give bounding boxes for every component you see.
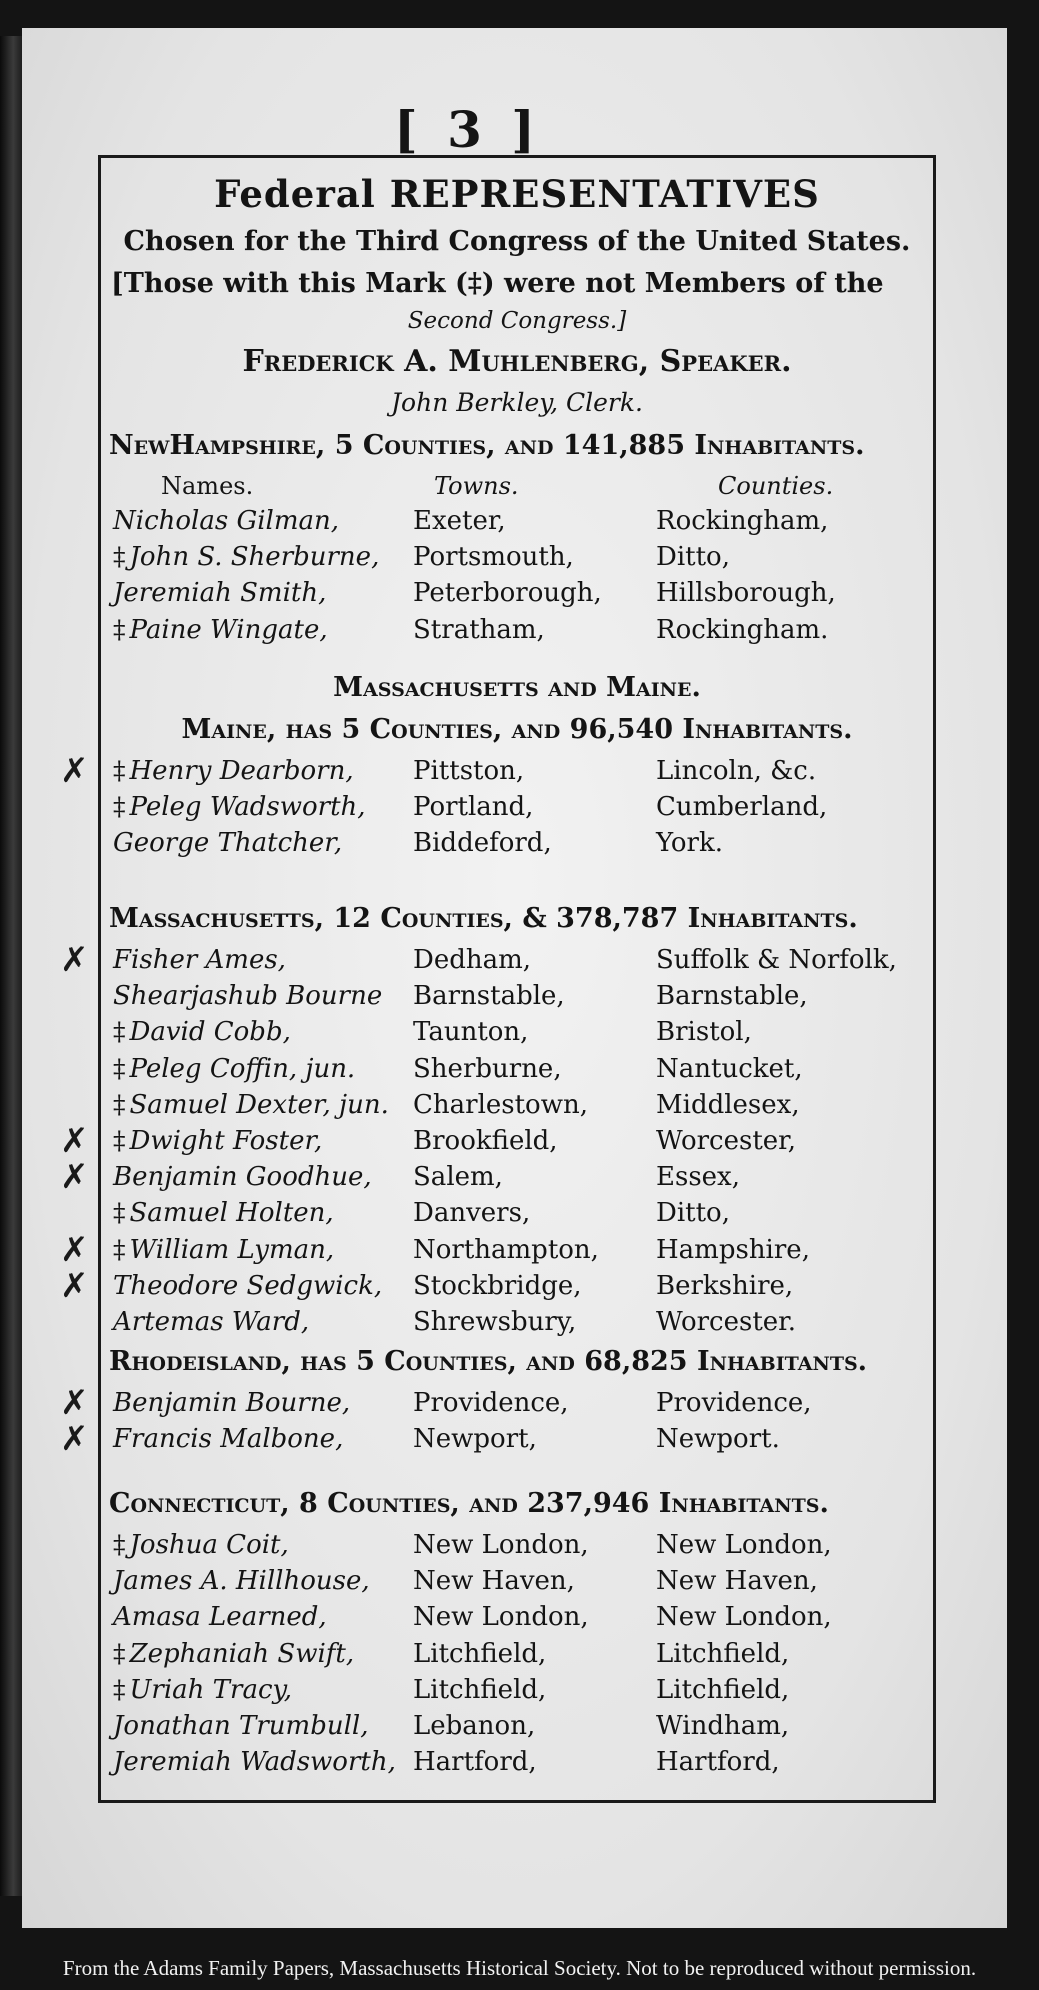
representative-county: Berkshire, [656,1270,794,1301]
representative-name [113,1271,382,1301]
representative-county: Barnstable, [656,981,808,1012]
representative-town: Hartford, [413,1747,537,1778]
representative-county: Litchfield, [656,1674,790,1705]
representative-town: Taunton, [413,1017,529,1048]
mark-note-line-2: Second Congress.] [407,308,627,334]
representative-town: Litchfield, [413,1638,547,1669]
representative-name-text: Fisher Ames, [113,945,286,975]
representative-name [113,1162,372,1192]
representative-name [113,1126,322,1156]
handwritten-x-mark: ✗ [60,1229,89,1270]
representative-name [113,945,286,975]
representative-name-text: Dwight Foster, [129,1126,323,1156]
representative-name-text: Theodore Sedgwick, [113,1270,383,1301]
speaker-line: Frederick A. Muhlenberg, Speaker. [242,344,792,379]
handwritten-x-mark: ✗ [60,1383,89,1423]
representative-county: Newport. [656,1424,780,1455]
representative-county: Lincoln, &c. [656,756,817,786]
representative-town: Stratham, [413,614,545,645]
section-subheading: Maine, has 5 Counties, and 96,540 Inhabitants. [181,714,853,745]
column-header-counties: Counties. [718,472,834,500]
representative-name-text: Samuel Dexter, jun. [129,1089,389,1120]
representative-name [113,1566,370,1596]
representative-county: Hillsborough, [656,578,836,609]
representative-county: New Haven, [656,1566,818,1597]
page-title: Federal REPRESENTATIVES [214,172,820,216]
section-heading: Massachusetts, 12 Counties, & 378,787 Inhabitants. [109,903,858,934]
representative-name [113,1602,327,1632]
representative-county: Rockingham, [656,506,829,536]
representative-town: New London, [413,1602,589,1633]
representative-town: Brookfield, [413,1126,558,1156]
representative-name [113,756,354,786]
column-header-towns: Towns. [434,472,519,500]
representative-name [113,981,382,1011]
section-heading: NewHampshire, 5 Counties, and 141,885 Inhabitants. [109,430,865,461]
representative-town: Dedham, [413,945,532,975]
representative-town: Lebanon, [413,1711,536,1741]
representative-county: New London, [656,1602,832,1633]
representative-town: Charlestown, [413,1089,588,1120]
representative-name [113,828,342,858]
representative-name [113,578,326,608]
representative-name-text: Joshua Coit, [129,1530,289,1560]
dagger-mark: ‡ [113,1638,126,1668]
archive-caption: From the Adams Family Papers, Massachusetts Historical Society. Not to be reproduced without permission. [62,1956,977,1980]
representative-town: New Haven, [413,1566,575,1597]
representative-county: Worcester, [656,1126,797,1156]
handwritten-x-mark: ✗ [60,1121,89,1161]
dagger-mark: ‡ [113,1198,126,1228]
dagger-mark: ‡ [113,756,126,785]
book-binding-edge [0,36,22,1896]
representative-name-text: Peleg Coffin, jun. [129,1053,356,1084]
representative-town: Portsmouth, [413,542,574,573]
representative-name [113,1747,396,1777]
representative-name-text: David Cobb, [129,1017,291,1048]
section-heading: Massachusetts and Maine. [333,672,701,703]
representative-county: Ditto, [656,542,730,573]
dagger-mark: ‡ [113,614,126,644]
representative-town: Litchfield, [413,1674,547,1705]
representative-name [113,506,339,536]
representative-name [113,1424,343,1454]
representative-name [113,1711,368,1741]
representative-county: Worcester. [656,1307,797,1337]
representative-county: Ditto, [656,1198,730,1229]
handwritten-x-mark: ✗ [60,1157,89,1198]
representative-county: Hartford, [656,1747,780,1778]
representative-town: Peterborough, [413,578,602,609]
representative-town: Shrewsbury, [413,1307,577,1337]
representative-town: Stockbridge, [413,1270,582,1301]
representative-name-text: William Lyman, [129,1234,335,1265]
representative-name [113,1388,350,1418]
representative-name [113,1530,289,1560]
representative-town: Biddeford, [413,828,552,859]
representative-county: Bristol, [656,1017,752,1048]
representative-name-text: Uriah Tracy, [129,1674,292,1705]
representative-town: Pittston, [413,756,525,786]
dagger-mark: ‡ [113,542,126,572]
representative-name-text: Shearjashub Bourne [113,981,383,1012]
representative-name-text: Peleg Wadsworth, [129,792,366,823]
dagger-mark: ‡ [113,1053,126,1083]
representative-name [113,1307,309,1337]
representative-name [113,1235,334,1265]
dagger-mark: ‡ [113,1234,126,1264]
representative-county: Middlesex, [656,1089,800,1120]
dagger-mark: ‡ [113,1530,126,1559]
handwritten-x-mark: ✗ [60,1265,89,1306]
representative-town: Exeter, [413,506,506,536]
representative-name [113,1198,334,1228]
representative-name [113,542,379,572]
section-heading: Rhodeisland, has 5 Counties, and 68,825 Inhabitants. [109,1346,868,1377]
representative-county: Providence, [656,1388,812,1418]
representative-town: New London, [413,1530,589,1560]
dagger-mark: ‡ [113,1017,126,1047]
representative-county: Essex, [656,1162,740,1193]
representative-county: Litchfield, [656,1638,790,1669]
representative-name-text: George Thatcher, [113,828,343,859]
representative-county: Nantucket, [656,1053,803,1084]
representatives-table-frame [98,155,936,1803]
page-subtitle: Chosen for the Third Congress of the United States. [123,226,911,257]
representative-name-text: Jeremiah Wadsworth, [113,1747,396,1778]
representative-county: York. [656,828,724,859]
dagger-mark: ‡ [113,1674,126,1704]
representative-town: Portland, [413,792,534,823]
representative-county: Suffolk & Norfolk, [656,945,897,975]
representative-name-text: Jeremiah Smith, [113,578,327,609]
dagger-mark: ‡ [113,792,126,822]
representative-county: New London, [656,1530,832,1560]
representative-name-text: John S. Sherburne, [129,542,380,573]
representative-name-text: Benjamin Goodhue, [113,1162,372,1193]
handwritten-x-mark: ✗ [60,940,89,980]
representative-name [113,1017,291,1047]
representative-name-text: Benjamin Bourne, [113,1388,351,1418]
representative-name-text: Paine Wingate, [129,614,328,645]
representative-name-text: Nicholas Gilman, [113,506,340,536]
representative-town: Danvers, [413,1198,531,1229]
representative-town: Northampton, [413,1234,599,1265]
representative-name [113,1090,389,1120]
representative-name [113,615,328,645]
representative-town: Providence, [413,1388,569,1418]
column-header-names: Names. [161,472,254,500]
dagger-mark: ‡ [113,1126,126,1155]
representative-name [113,1054,355,1084]
handwritten-x-mark: ✗ [60,1419,89,1460]
representative-county: Hampshire, [656,1234,810,1265]
representative-name-text: Henry Dearborn, [129,756,354,786]
representative-name-text: James A. Hillhouse, [113,1566,370,1597]
representative-name-text: Francis Malbone, [113,1424,344,1455]
representative-town: Barnstable, [413,981,565,1012]
representative-town: Salem, [413,1162,503,1193]
representative-county: Windham, [656,1711,790,1741]
handwritten-x-mark: ✗ [60,751,89,791]
dagger-mark: ‡ [113,1089,126,1119]
representative-town: Newport, [413,1424,537,1455]
clerk-line: John Berkley, Clerk. [391,388,643,417]
representative-name [113,1675,292,1705]
section-heading: Connecticut, 8 Counties, and 237,946 Inhabitants. [109,1488,829,1519]
representative-town: Sherburne, [413,1053,562,1084]
mark-note-line-1: [Those with this Mark (‡) were not Members of the [111,268,884,299]
representative-name-text: Amasa Learned, [113,1602,327,1633]
representative-name-text: Jonathan Trumbull, [113,1711,369,1741]
representative-name-text: Samuel Holten, [129,1198,334,1229]
page-number: [ 3 ] [394,100,541,159]
representative-name [113,1639,354,1669]
representative-county: Cumberland, [656,792,828,823]
representative-county: Rockingham. [656,614,829,645]
representative-name-text: Artemas Ward, [113,1307,310,1337]
representative-name [113,792,366,822]
representative-name-text: Zephaniah Swift, [129,1638,355,1669]
